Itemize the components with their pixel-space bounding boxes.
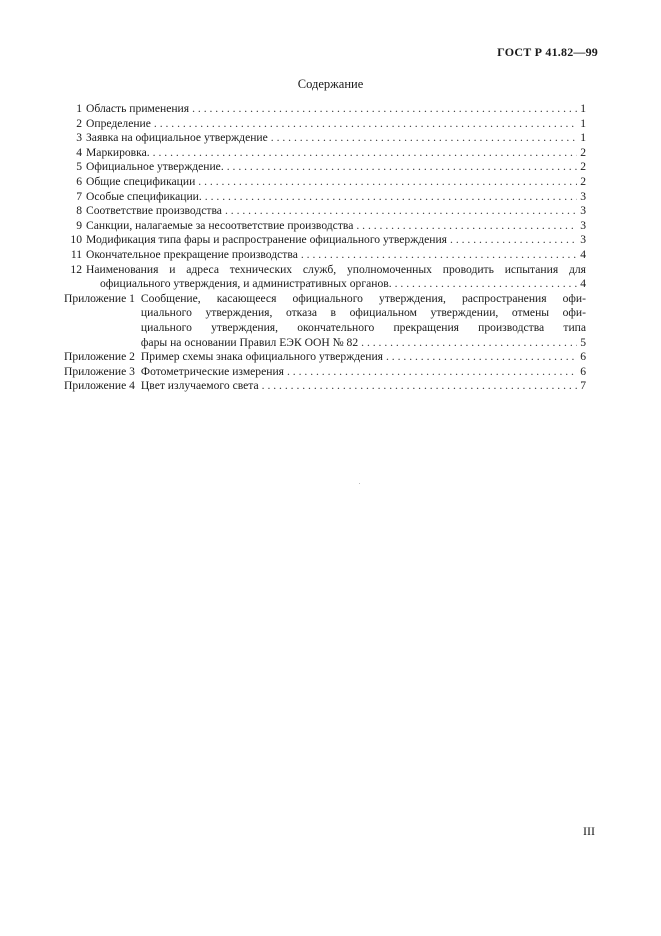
appendix-label: Приложение 1: [64, 291, 135, 305]
toc-entry-number: 7: [76, 189, 82, 203]
toc-entry-title: Область применения: [86, 102, 190, 115]
toc-entry-number: 1: [76, 102, 82, 115]
toc-entry-page: 1: [580, 102, 586, 115]
toc-entry[interactable]: [64, 248, 586, 263]
leader-dots: [395, 277, 578, 292]
toc-appendix[interactable]: [64, 365, 586, 380]
toc-entry-page: 4: [580, 277, 586, 291]
toc-entry-number: 10: [70, 233, 82, 247]
standard-code: ГОСТ Р 41.82—99: [497, 45, 598, 59]
leader-dots: [361, 336, 577, 351]
toc-entry-page: 3: [580, 189, 586, 203]
toc-title: Содержание: [297, 77, 364, 91]
toc-entry-page: 3: [580, 204, 586, 218]
toc-entry-number: 6: [76, 174, 82, 188]
toc-entry-number: 9: [76, 218, 82, 232]
toc-entry[interactable]: [64, 102, 586, 117]
toc-entry-page: 2: [580, 160, 586, 174]
toc-entry[interactable]: [64, 233, 586, 248]
toc-entry-page: 1: [580, 116, 586, 130]
leader-dots: [192, 102, 577, 117]
appendix-page: 7: [580, 379, 586, 393]
toc-entry-page: 3: [580, 218, 586, 232]
leader-dots: [262, 379, 578, 394]
leader-dots: [227, 160, 577, 175]
toc-entry-title-continued: официального утверждения, и административных органов.: [100, 277, 392, 291]
toc-entry-title: Модификация типа фары и распространение официального утверждения: [86, 233, 448, 247]
leader-dots: [386, 350, 577, 365]
toc-entry-title: Официальное утверждение.: [86, 160, 224, 174]
toc-entry-title: Определение: [86, 116, 151, 130]
leader-dots: [153, 146, 578, 161]
toc-entry-page: 2: [580, 145, 586, 159]
appendix-title: Фотометрические измерения: [140, 364, 284, 378]
toc-entry-number: 3: [76, 131, 82, 145]
appendix-label: Приложение 3: [64, 364, 135, 378]
toc-entry-title: Соответствие производства: [86, 204, 222, 218]
toc-entry-title: Санкции, налагаемые за несоответствие производства: [86, 218, 354, 232]
toc-entry-page: 2: [580, 174, 586, 188]
toc-entry-number: 11: [70, 247, 82, 261]
appendix-page: 6: [580, 364, 586, 378]
toc-entry[interactable]: [64, 146, 586, 161]
toc-entry[interactable]: [64, 131, 586, 146]
toc-appendix[interactable]: [64, 292, 586, 350]
leader-dots: [450, 233, 577, 248]
toc-appendix[interactable]: [64, 379, 586, 394]
leader-dots: [205, 190, 577, 205]
leader-dots: [154, 117, 577, 132]
toc-entry-number: 8: [76, 204, 82, 218]
toc-entry[interactable]: [64, 190, 586, 205]
appendix-title: Пример схемы знака официального утверждения: [140, 350, 383, 364]
toc-entry-title: Особые спецификации.: [86, 189, 202, 203]
leader-dots: [271, 131, 577, 146]
toc-entry[interactable]: [64, 160, 586, 175]
leader-dots: [356, 219, 577, 234]
toc-entry-title: Маркировка.: [86, 145, 150, 159]
appendix-title-line: Сообщение, касающееся официального утверждения, распространения офи-: [140, 291, 586, 305]
toc-entry-number: 5: [76, 160, 82, 174]
toc-entry[interactable]: [64, 117, 586, 132]
leader-dots: [287, 365, 577, 380]
appendix-page: 5: [580, 335, 586, 349]
appendix-label: Приложение 2: [64, 350, 135, 364]
toc-entry[interactable]: [64, 263, 586, 292]
scan-speck: [359, 483, 360, 484]
toc-entry-title: Общие спецификации: [86, 174, 196, 188]
toc-entry-title: Заявка на официальное утверждение: [86, 131, 268, 145]
page-number: III: [583, 824, 595, 838]
appendix-title-line: фары на основании Правил ЕЭК ООН № 82: [140, 335, 359, 349]
toc-entry[interactable]: [64, 204, 586, 219]
leader-dots: [198, 175, 577, 190]
leader-dots: [301, 248, 577, 263]
appendix-title-line: циального утверждения, окончательного прекращения производства типа: [140, 320, 586, 334]
appendix-page: 6: [580, 350, 586, 364]
toc-entry-title: Наименования и адреса технических служб, уполномоченных проводить испытания для: [86, 262, 586, 276]
toc-entry-page: 3: [580, 233, 586, 247]
table-of-contents: [64, 102, 586, 394]
toc-entry-title: Окончательное прекращение производства: [86, 247, 298, 261]
toc-entry-page: 4: [580, 247, 586, 261]
toc-entry[interactable]: [64, 219, 586, 234]
toc-entry-page: 1: [580, 131, 586, 145]
appendix-title-line: циального утверждения, отказа в официальном утверждении, отмены офи-: [140, 306, 586, 320]
toc-entry-number: 12: [70, 262, 82, 276]
toc-entry[interactable]: [64, 175, 586, 190]
toc-appendix[interactable]: [64, 350, 586, 365]
toc-entry-number: 4: [76, 145, 82, 159]
leader-dots: [225, 204, 577, 219]
appendix-label: Приложение 4: [64, 379, 135, 393]
appendix-title: Цвет излучаемого света: [140, 379, 259, 393]
toc-entry-number: 2: [76, 116, 82, 130]
